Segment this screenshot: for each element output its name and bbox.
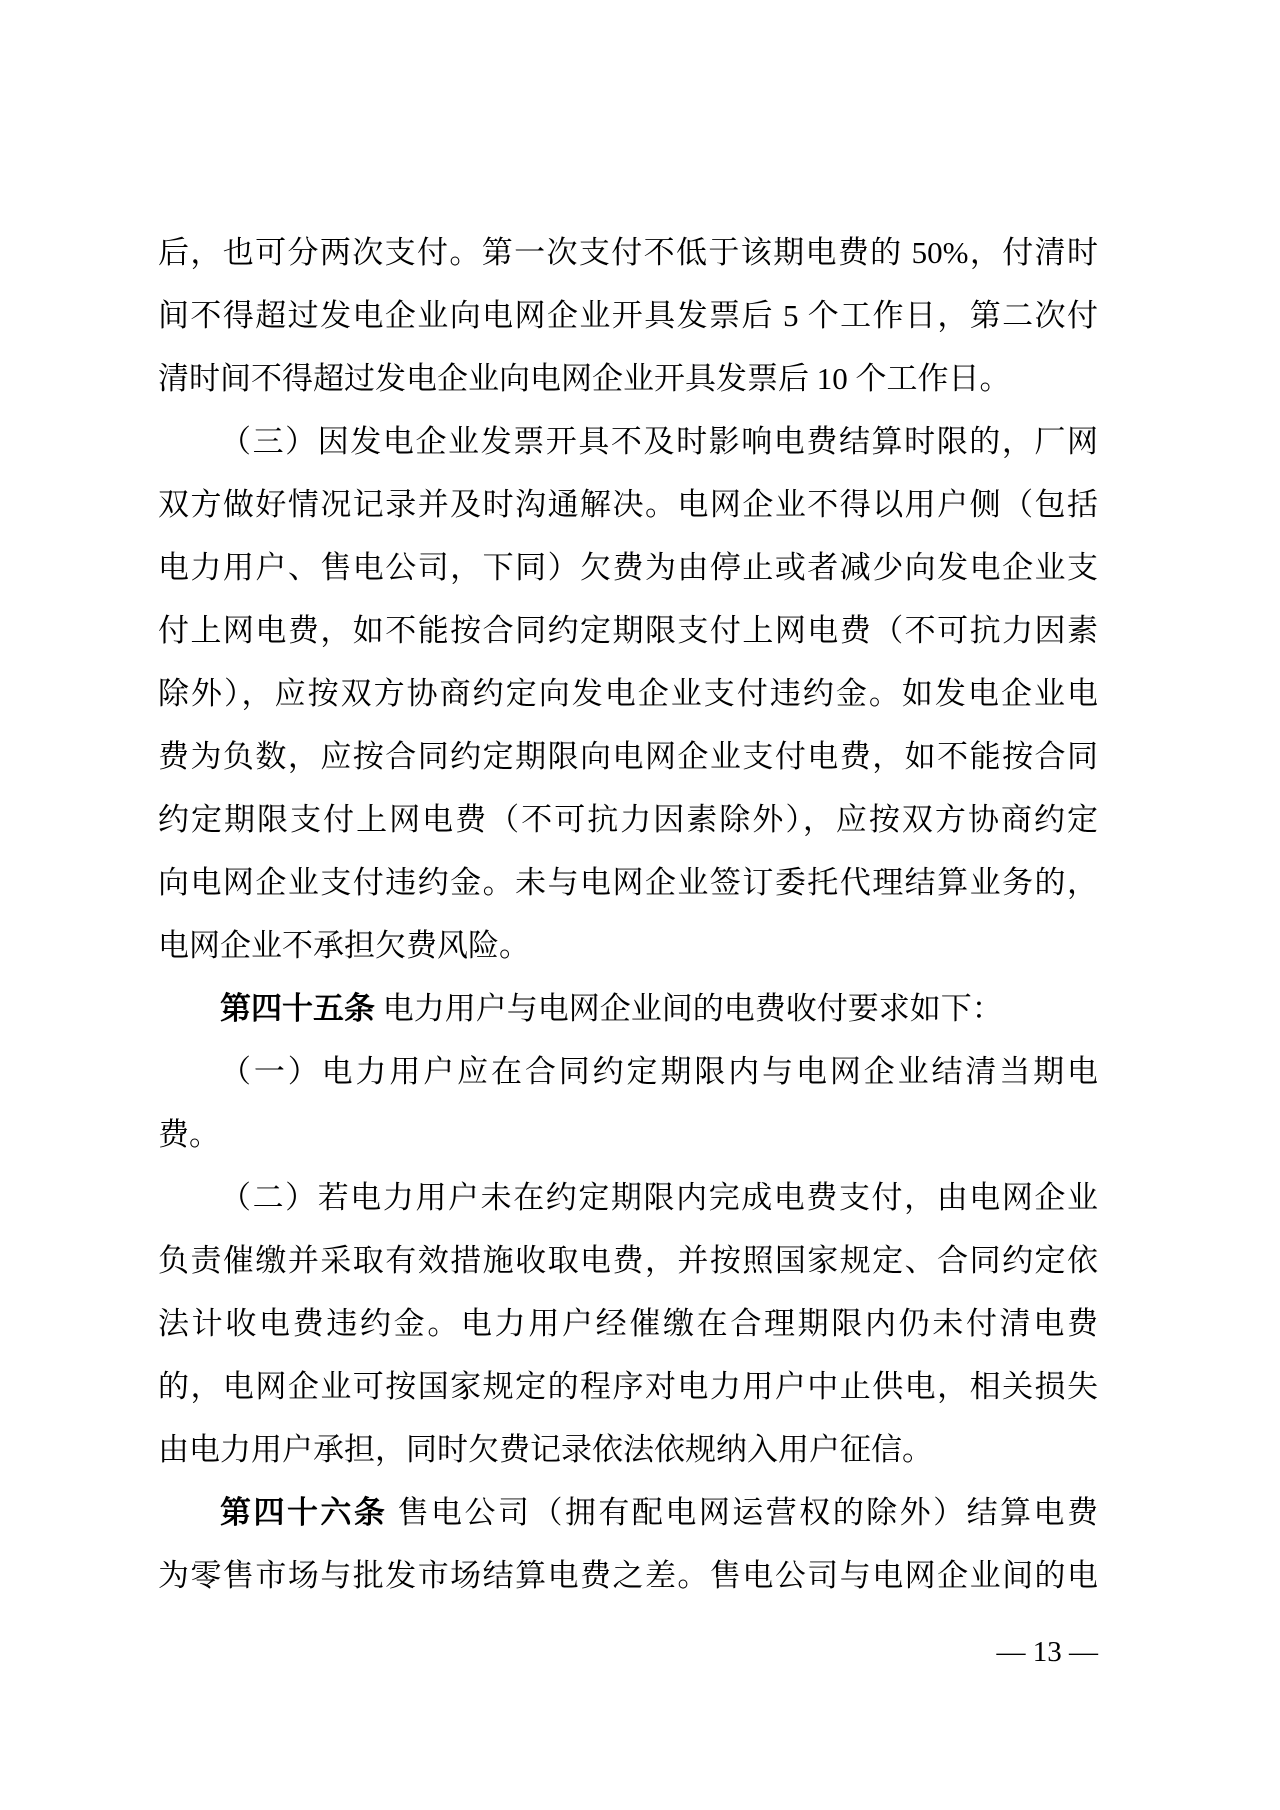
text-line: （一）电力用户应在合同约定期限内与电网企业结清当期电 — [220, 1054, 1098, 1089]
text-line: 间不得超过发电企业向电网企业开具发票后 5 个工作日，第二次付 — [158, 298, 1098, 333]
article-46-number: 第四十六条 — [220, 1495, 388, 1530]
text-line: 向电网企业支付违约金。未与电网企业签订委托代理结算业务的， — [158, 865, 1098, 900]
text-line: 为零售市场与批发市场结算电费之差。售电公司与电网企业间的电 — [158, 1558, 1098, 1593]
text-line: 法计收电费违约金。电力用户经催缴在合理期限内仍未付清电费 — [158, 1306, 1098, 1341]
text-line: 的，电网企业可按国家规定的程序对电力用户中止供电，相关损失 — [158, 1369, 1098, 1404]
article-45-text: 电力用户与电网企业间的电费收付要求如下： — [375, 991, 1003, 1026]
text-line: 约定期限支付上网电费（不可抗力因素除外），应按双方协商约定 — [158, 802, 1098, 837]
page-number: — 13 — — [996, 1636, 1098, 1668]
text-line: 清时间不得超过发电企业向电网企业开具发票后 10 个工作日。 — [158, 361, 1011, 396]
article-45-number: 第四十五条 — [220, 991, 375, 1026]
text-line-article-45 — [158, 977, 1098, 1040]
text-line: 除外），应按双方协商约定向发电企业支付违约金。如发电企业电 — [158, 676, 1098, 711]
text-line: （二）若电力用户未在约定期限内完成电费支付，由电网企业 — [220, 1180, 1098, 1215]
text-line-article-46 — [158, 1481, 1098, 1544]
text-line: 双方做好情况记录并及时沟通解决。电网企业不得以用户侧（包括 — [158, 487, 1098, 522]
text-line: 电网企业不承担欠费风险。 — [158, 928, 530, 963]
document-body — [158, 221, 1098, 1607]
text-line: 电力用户、售电公司，下同）欠费为由停止或者减少向发电企业支 — [158, 550, 1098, 585]
text-line: 后，也可分两次支付。第一次支付不低于该期电费的 50%，付清时 — [158, 235, 1098, 270]
text-line: 负责催缴并采取有效措施收取电费，并按照国家规定、合同约定依 — [158, 1243, 1098, 1278]
text-line: 付上网电费，如不能按合同约定期限支付上网电费（不可抗力因素 — [158, 613, 1098, 648]
article-46-text: 售电公司（拥有配电网运营权的除外）结算电费 — [387, 1495, 1099, 1530]
text-line: （三）因发电企业发票开具不及时影响电费结算时限的，厂网 — [220, 424, 1098, 459]
text-line: 费为负数，应按合同约定期限向电网企业支付电费，如不能按合同 — [158, 739, 1098, 774]
text-line: 费。 — [158, 1117, 220, 1152]
text-line: 由电力用户承担，同时欠费记录依法依规纳入用户征信。 — [158, 1432, 933, 1467]
